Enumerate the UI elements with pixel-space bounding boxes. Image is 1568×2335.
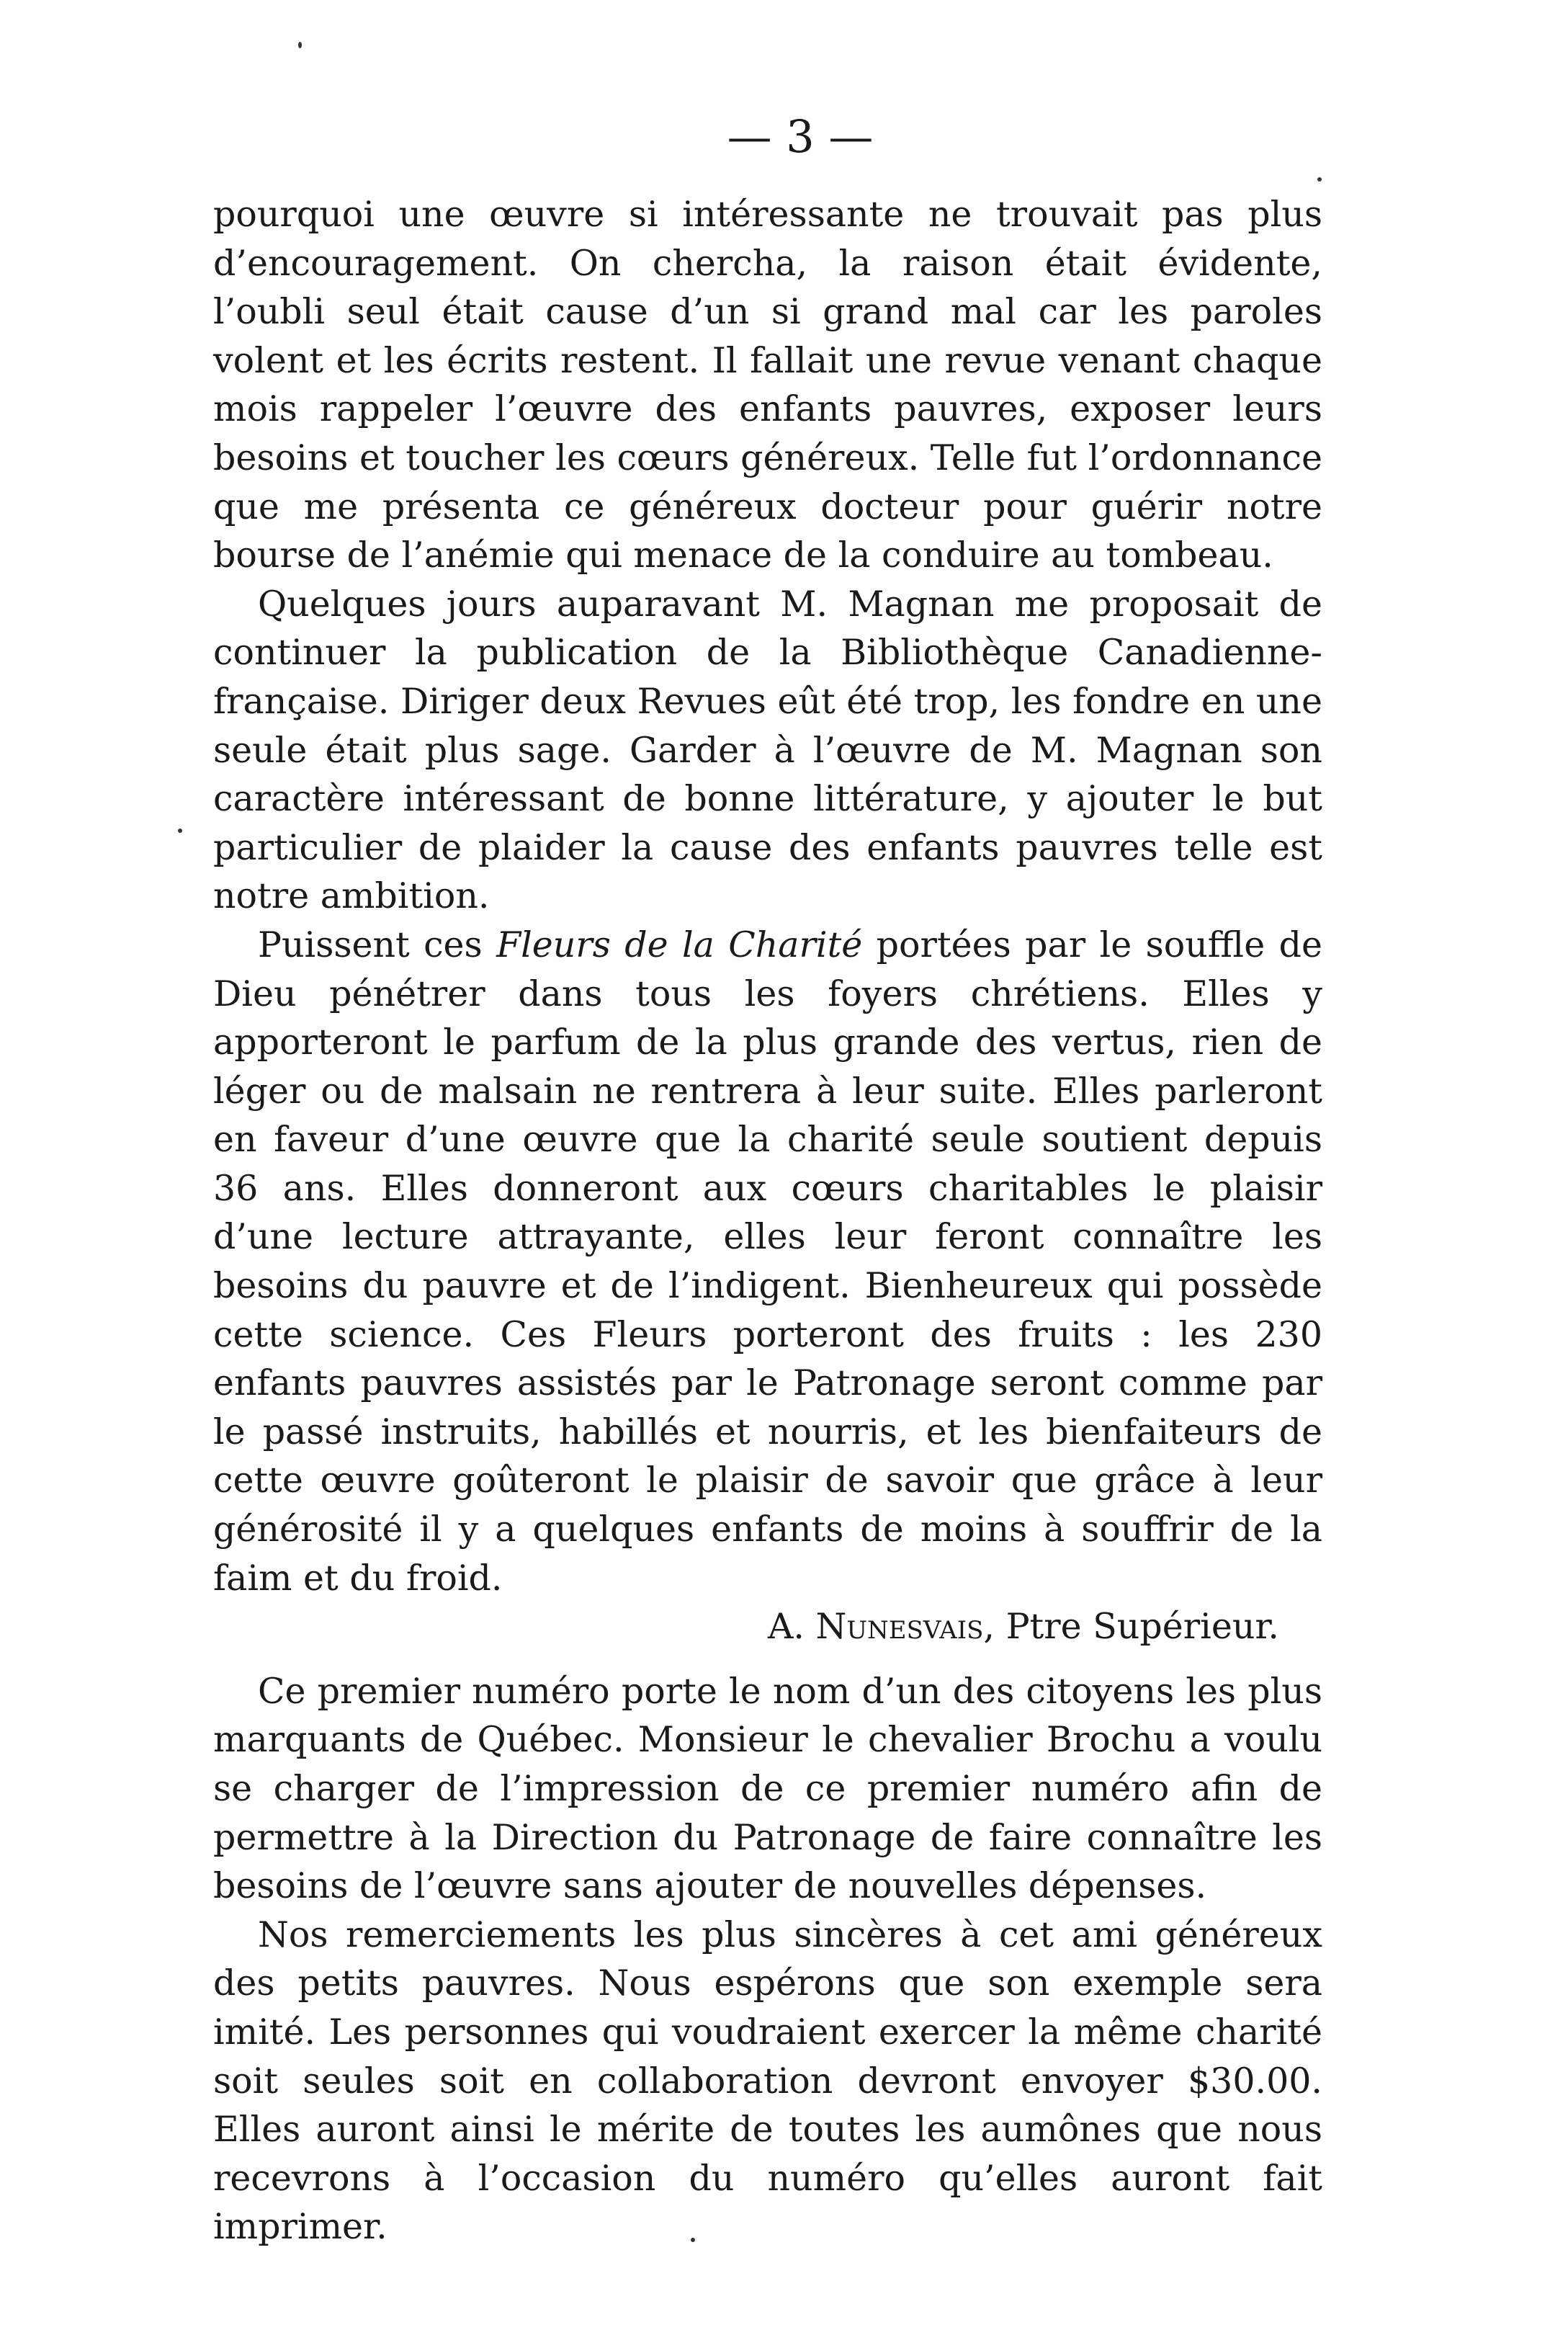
print-speck [1317, 177, 1322, 182]
signature [213, 1602, 1322, 1651]
paragraph-5: Nos remerciements les plus sincères à cet ami généreux des petits pauvres. Nous espérons que son exemple sera imité. Les personnes qui voudraient exercer la même charité soit seules soit en collaboration devront envoyer $30.00. Elles auront ainsi le mérite de toutes les aumônes que nous recevrons à l’occasion du numéro qu’elles auront fait imprimer. [213, 1914, 1322, 2248]
print-speck [178, 829, 182, 833]
body-text [213, 190, 1322, 2251]
page-number: — 3 — [727, 110, 874, 163]
paragraph-3-start: Puissent ces [258, 924, 497, 965]
paragraph-2: Quelques jours auparavant M. Magnan me proposait de continuer la publication de la Bibliothèque Canadienne-française. Diriger deux Revues eût été trop, les fondre en une seule était plus sage. Garder à l’œuvre de M. Magnan son caractère intéressant de bonne littérature, y ajouter le but particulier de plaider la cause des enfants pauvres telle est notre ambition. [213, 583, 1322, 917]
signature-initial: A. [767, 1606, 816, 1648]
print-speck [691, 2238, 695, 2242]
paragraph-3 [213, 921, 1322, 1602]
print-speck [298, 42, 302, 48]
signature-name: Nunesvais [815, 1606, 984, 1648]
signature-title: , Ptre Supérieur. [983, 1606, 1279, 1648]
paragraph-1: pourquoi une œuvre si intéressante ne trouvait pas plus d’encouragement. On chercha, la raison était évidente, l’oubli seul était cause d’un si grand mal car les paroles volent et les écrits restent. Il fallait une revue venant chaque mois rappeler l’œuvre des enfants pauvres, exposer leurs besoins et toucher les cœurs généreux. Telle fut l’ordonnance que me présenta ce généreux docteur pour guérir notre bourse de l’anémie qui menace de la conduire au tombeau. [213, 194, 1322, 576]
paragraph-3-rest: portées par le souffle de Dieu pénétrer dans tous les foyers chrétiens. Elles y apporteront le parfum de la plus grande des vertus, rien de léger ou de malsain ne rentrera à leur suite. Elles parleront en faveur d’une œuvre que la charité seule soutient depuis 36 ans. Elles donneront aux cœurs charitables le plaisir d’une lecture attrayante, elles leur feront connaître les besoins du pauvre et de l’indigent. Bienheureux qui possède cette science. Ces Fleurs porteront des fruits : les 230 enfants pauvres assistés par le Patronage seront comme par le passé instruits, habillés et nourris, et les bienfaiteurs de cette œuvre goûteront le plaisir de savoir que grâce à leur générosité il y a quelques enfants de moins à souffrir de la faim et du froid. [213, 924, 1322, 1599]
publication-title: Fleurs de la Charité [496, 924, 863, 965]
document-page [213, 108, 1322, 2251]
paragraph-4: Ce premier numéro porte le nom d’un des citoyens les plus marquants de Québec. Monsieur le chevalier Brochu a voulu se charger de l’impression de ce premier numéro afin de permettre à la Direction du Patronage de faire connaître les besoins de l’œuvre sans ajouter de nouvelles dépenses. [213, 1670, 1322, 1907]
